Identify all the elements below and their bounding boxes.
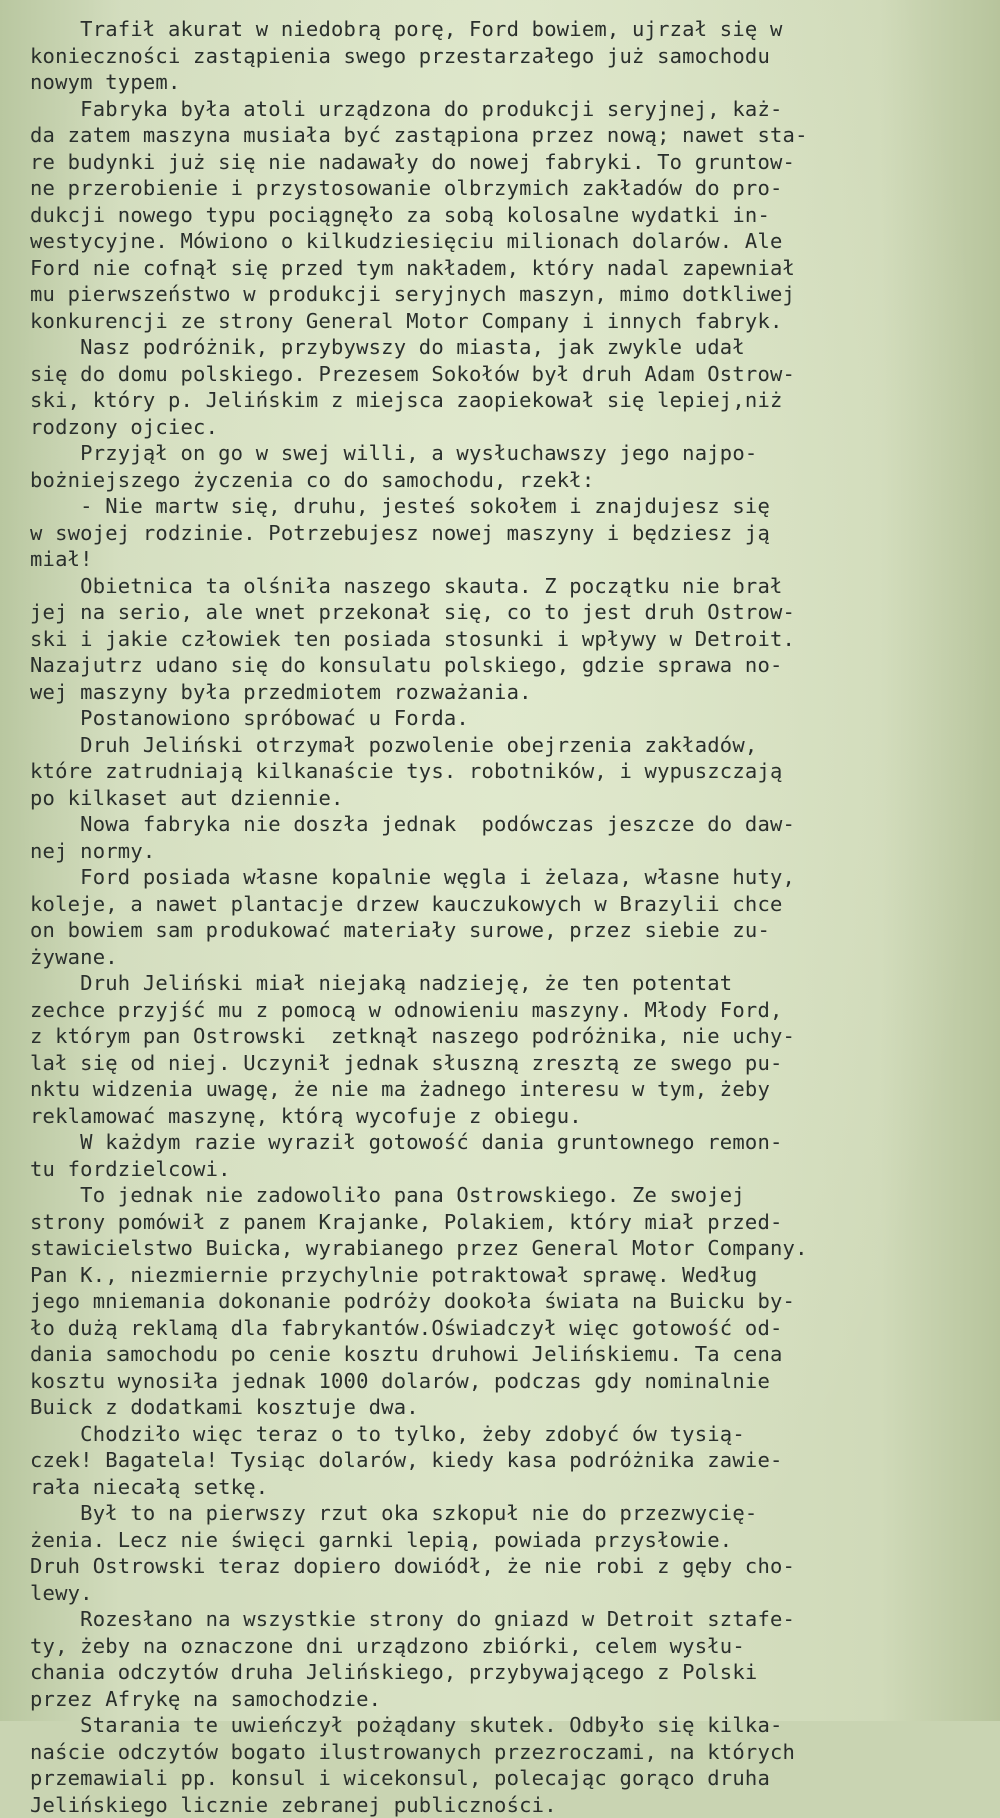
text-line: bożniejszego życzenia co do samochodu, rzekł:	[30, 467, 980, 494]
text-line: W każdym razie wyraził gotowość dania gruntownego remon-	[30, 1129, 980, 1156]
text-line: mu pierwszeństwo w produkcji seryjnych maszyn, mimo dotkliwej	[30, 281, 980, 308]
text-line: reklamować maszynę, którą wycofuje z obiegu.	[30, 1103, 980, 1130]
text-line: - Nie martw się, druhu, jesteś sokołem i znajdujesz się	[30, 493, 980, 520]
text-line: Jelińskiego licznie zebranej publiczności.	[30, 1792, 980, 1818]
text-line: nej normy.	[30, 838, 980, 865]
text-line: Postanowiono spróbować u Forda.	[30, 705, 980, 732]
text-line: jej na serio, ale wnet przekonał się, co to jest druh Ostrow-	[30, 599, 980, 626]
text-line: ski i jakie człowiek ten posiada stosunki i wpływy w Detroit.	[30, 626, 980, 653]
text-line: lał się od niej. Uczynił jednak słuszną zresztą ze swego pu-	[30, 1050, 980, 1077]
text-line: stawicielstwo Buicka, wyrabianego przez General Motor Company.	[30, 1235, 980, 1262]
text-line: naście odczytów bogato ilustrowanych przezroczami, na których	[30, 1739, 980, 1766]
text-line: rodzony ojciec.	[30, 414, 980, 441]
text-line: Przyjął on go w swej willi, a wysłuchawszy jego najpo-	[30, 440, 980, 467]
text-line: Druh Jeliński miał niejaką nadzieję, że ten potentat	[30, 970, 980, 997]
typewritten-text	[30, 16, 980, 1818]
text-line: Pan K., niezmiernie przychylnie potraktował sprawę. Według	[30, 1262, 980, 1289]
text-line: wej maszyny była przedmiotem rozważania.	[30, 679, 980, 706]
text-line: lewy.	[30, 1580, 980, 1607]
text-line: Nasz podróżnik, przybywszy do miasta, jak zwykle udał	[30, 334, 980, 361]
text-line: nowym typem.	[30, 69, 980, 96]
text-line: dukcji nowego typu pociągnęło za sobą kolosalne wydatki in-	[30, 202, 980, 229]
text-line: ty, żeby na oznaczone dni urządzono zbiórki, celem wysłu-	[30, 1633, 980, 1660]
text-line: da zatem maszyna musiała być zastąpiona przez nową; nawet sta-	[30, 122, 980, 149]
text-line: Chodziło więc teraz o to tylko, żeby zdobyć ów tysią-	[30, 1421, 980, 1448]
text-line: po kilkaset aut dziennie.	[30, 785, 980, 812]
text-line: ski, który p. Jelińskim z miejsca zaopiekował się lepiej,niż	[30, 387, 980, 414]
text-line: To jednak nie zadowoliło pana Ostrowskiego. Ze swojej	[30, 1182, 980, 1209]
text-line: jego mniemania dokonanie podróży dookoła świata na Buicku by-	[30, 1288, 980, 1315]
text-line: ne przerobienie i przystosowanie olbrzymich zakładów do pro-	[30, 175, 980, 202]
text-line: Fabryka była atoli urządzona do produkcji seryjnej, każ-	[30, 96, 980, 123]
text-line: Był to na pierwszy rzut oka szkopuł nie do przezwycię-	[30, 1500, 980, 1527]
text-line: przez Afrykę na samochodzie.	[30, 1686, 980, 1713]
text-line: Obietnica ta olśniła naszego skauta. Z początku nie brał	[30, 573, 980, 600]
text-line: strony pomówił z panem Krajanke, Polakiem, który miał przed-	[30, 1209, 980, 1236]
text-line: dania samochodu po cenie kosztu druhowi Jelińskiemu. Ta cena	[30, 1341, 980, 1368]
text-line: konkurencji ze strony General Motor Company i innych fabryk.	[30, 308, 980, 335]
text-line: Trafił akurat w niedobrą porę, Ford bowiem, ujrzał się w	[30, 16, 980, 43]
text-line: nktu widzenia uwagę, że nie ma żadnego interesu w tym, żeby	[30, 1076, 980, 1103]
text-line: westycyjne. Mówiono o kilkudziesięciu milionach dolarów. Ale	[30, 228, 980, 255]
text-line: rała niecałą setkę.	[30, 1474, 980, 1501]
text-line: Rozesłano na wszystkie strony do gniazd w Detroit sztafe-	[30, 1606, 980, 1633]
text-line: zechce przyjść mu z pomocą w odnowieniu maszyny. Młody Ford,	[30, 997, 980, 1024]
text-line: kosztu wynosiła jednak 1000 dolarów, podczas gdy nominalnie	[30, 1368, 980, 1395]
text-line: ło dużą reklamą dla fabrykantów.Oświadczył więc gotowość od-	[30, 1315, 980, 1342]
text-line: chania odczytów druha Jelińskiego, przybywającego z Polski	[30, 1659, 980, 1686]
text-line: w swojej rodzinie. Potrzebujesz nowej maszyny i będziesz ją	[30, 520, 980, 547]
text-line: Druh Ostrowski teraz dopiero dowiódł, że nie robi z gęby cho-	[30, 1553, 980, 1580]
text-line: się do domu polskiego. Prezesem Sokołów był druh Adam Ostrow-	[30, 361, 980, 388]
text-line: Ford nie cofnął się przed tym nakładem, który nadal zapewniał	[30, 255, 980, 282]
text-line: Starania te uwieńczył pożądany skutek. Odbyło się kilka-	[30, 1712, 980, 1739]
text-line: żywane.	[30, 944, 980, 971]
text-line: Druh Jeliński otrzymał pozwolenie obejrzenia zakładów,	[30, 732, 980, 759]
text-line: Nowa fabryka nie doszła jednak podówczas jeszcze do daw-	[30, 811, 980, 838]
text-line: miał!	[30, 546, 980, 573]
text-line: re budynki już się nie nadawały do nowej fabryki. To gruntow-	[30, 149, 980, 176]
text-line: które zatrudniają kilkanaście tys. robotników, i wypuszczają	[30, 758, 980, 785]
text-line: żenia. Lecz nie święci garnki lepią, powiada przysłowie.	[30, 1527, 980, 1554]
text-line: czek! Bagatela! Tysiąc dolarów, kiedy kasa podróżnika zawie-	[30, 1447, 980, 1474]
text-line: Buick z dodatkami kosztuje dwa.	[30, 1394, 980, 1421]
text-line: przemawiali pp. konsul i wicekonsul, polecając gorąco druha	[30, 1765, 980, 1792]
text-line: koleje, a nawet plantacje drzew kauczukowych w Brazylii chce	[30, 891, 980, 918]
text-line: tu fordzielcowi.	[30, 1156, 980, 1183]
text-line: Nazajutrz udano się do konsulatu polskiego, gdzie sprawa no-	[30, 652, 980, 679]
text-line: konieczności zastąpienia swego przestarzałego już samochodu	[30, 43, 980, 70]
text-line: on bowiem sam produkować materiały surowe, przez siebie zu-	[30, 917, 980, 944]
text-line: Ford posiada własne kopalnie węgla i żelaza, własne huty,	[30, 864, 980, 891]
text-line: z którym pan Ostrowski zetknął naszego podróżnika, nie uchy-	[30, 1023, 980, 1050]
